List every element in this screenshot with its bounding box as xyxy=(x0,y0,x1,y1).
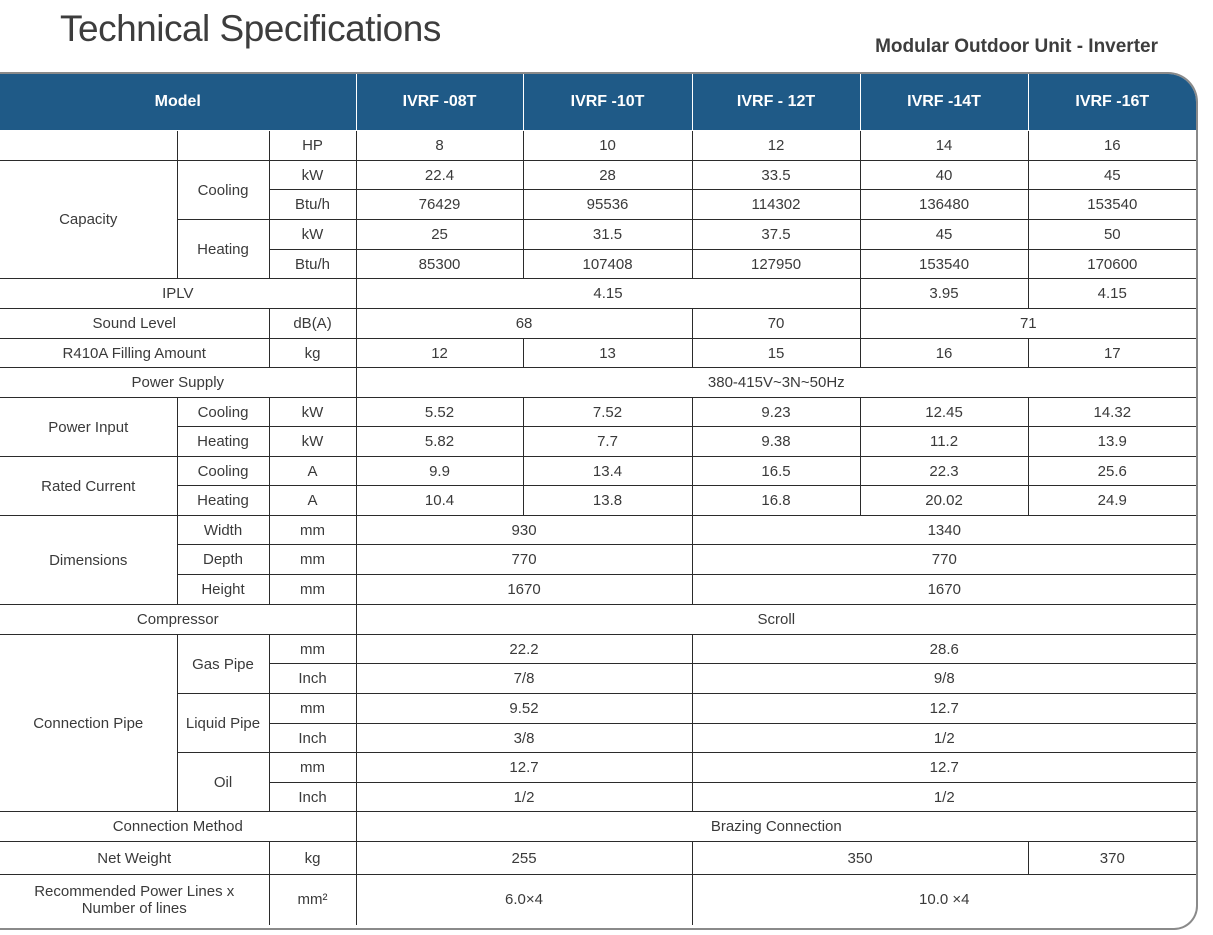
value-cell: 770 xyxy=(692,545,1196,575)
sub-label: Heating xyxy=(177,486,269,516)
value-cell: 12 xyxy=(692,131,860,161)
value-cell: 4.15 xyxy=(356,279,860,309)
table-row xyxy=(0,635,1196,664)
model-header-14t: IVRF -14T xyxy=(860,74,1028,131)
value-cell: 930 xyxy=(356,516,692,545)
value-cell: 153540 xyxy=(860,250,1028,279)
value-cell: 10.4 xyxy=(356,486,523,516)
value-cell: 14 xyxy=(860,131,1028,161)
table-row xyxy=(0,875,1196,925)
table-row xyxy=(0,486,1196,516)
value-cell: 22.4 xyxy=(356,161,523,190)
unit-cell: A xyxy=(269,457,356,486)
row-label: Power Supply xyxy=(0,368,356,398)
value-cell: 70 xyxy=(692,309,860,339)
spec-table-frame xyxy=(0,72,1198,930)
value-cell: 14.32 xyxy=(1028,398,1196,427)
value-cell: Brazing Connection xyxy=(356,812,1196,842)
row-label: Connection Pipe xyxy=(0,635,177,812)
value-cell: 127950 xyxy=(692,250,860,279)
model-header-08t: IVRF -08T xyxy=(356,74,523,131)
row-label: Recommended Power Lines x Number of lines xyxy=(0,875,269,925)
page-title: Technical Specifications xyxy=(60,8,441,49)
table-row xyxy=(0,339,1196,368)
row-label: Rated Current xyxy=(0,457,177,516)
table-row xyxy=(0,131,1196,161)
value-cell: 68 xyxy=(356,309,692,339)
sub-label: Heating xyxy=(177,427,269,457)
value-cell: 25 xyxy=(356,220,523,250)
value-cell: 1340 xyxy=(692,516,1196,545)
value-cell: 12.7 xyxy=(692,694,1196,724)
value-cell: 13.4 xyxy=(523,457,692,486)
sub-label: Heating xyxy=(177,220,269,279)
row-label: IPLV xyxy=(0,279,356,309)
value-cell: 15 xyxy=(692,339,860,368)
value-cell: 12.7 xyxy=(692,753,1196,783)
empty-cell xyxy=(0,131,177,161)
value-cell: 350 xyxy=(692,842,1028,875)
value-cell: 95536 xyxy=(523,190,692,220)
value-cell: 20.02 xyxy=(860,486,1028,516)
table-row xyxy=(0,279,1196,309)
unit-cell: kW xyxy=(269,161,356,190)
table-row xyxy=(0,398,1196,427)
unit-cell: kW xyxy=(269,427,356,457)
empty-cell xyxy=(177,131,269,161)
value-cell: 9/8 xyxy=(692,664,1196,694)
value-cell: 45 xyxy=(1028,161,1196,190)
value-cell: 12 xyxy=(356,339,523,368)
unit-cell: Inch xyxy=(269,783,356,812)
value-cell: 6.0×4 xyxy=(356,875,692,925)
row-label: Sound Level xyxy=(0,309,269,339)
value-cell: 3.95 xyxy=(860,279,1028,309)
table-row xyxy=(0,605,1196,635)
value-cell: 7.7 xyxy=(523,427,692,457)
value-cell: 12.7 xyxy=(356,753,692,783)
value-cell: 9.9 xyxy=(356,457,523,486)
value-cell: 16 xyxy=(860,339,1028,368)
table-row xyxy=(0,516,1196,545)
sub-label: Height xyxy=(177,575,269,605)
table-row xyxy=(0,220,1196,250)
unit-cell: Inch xyxy=(269,724,356,753)
row-label: Net Weight xyxy=(0,842,269,875)
value-cell: 40 xyxy=(860,161,1028,190)
sub-label: Oil xyxy=(177,753,269,812)
sub-label: Cooling xyxy=(177,457,269,486)
unit-cell: kW xyxy=(269,398,356,427)
value-cell: 85300 xyxy=(356,250,523,279)
table-row xyxy=(0,427,1196,457)
value-cell: 71 xyxy=(860,309,1196,339)
unit-cell: mm xyxy=(269,753,356,783)
sub-label: Cooling xyxy=(177,398,269,427)
value-cell: 7/8 xyxy=(356,664,692,694)
value-cell: 170600 xyxy=(1028,250,1196,279)
sub-label: Gas Pipe xyxy=(177,635,269,694)
value-cell: 9.52 xyxy=(356,694,692,724)
table-row xyxy=(0,694,1196,724)
table-row xyxy=(0,753,1196,783)
sub-label: Liquid Pipe xyxy=(177,694,269,753)
value-cell: 37.5 xyxy=(692,220,860,250)
value-cell: 28.6 xyxy=(692,635,1196,664)
value-cell: 16.5 xyxy=(692,457,860,486)
value-cell: 1/2 xyxy=(356,783,692,812)
value-cell: 7.52 xyxy=(523,398,692,427)
value-cell: 13 xyxy=(523,339,692,368)
model-header-16t: IVRF -16T xyxy=(1028,74,1196,131)
row-label: Connection Method xyxy=(0,812,356,842)
value-cell: 17 xyxy=(1028,339,1196,368)
value-cell: 22.3 xyxy=(860,457,1028,486)
value-cell: 45 xyxy=(860,220,1028,250)
model-header-10t: IVRF -10T xyxy=(523,74,692,131)
value-cell: 1670 xyxy=(692,575,1196,605)
value-cell: 1670 xyxy=(356,575,692,605)
row-label: Dimensions xyxy=(0,516,177,605)
spec-table xyxy=(0,74,1196,925)
value-cell: 13.9 xyxy=(1028,427,1196,457)
unit-cell: kW xyxy=(269,220,356,250)
value-cell: Scroll xyxy=(356,605,1196,635)
value-cell: 5.52 xyxy=(356,398,523,427)
value-cell: 153540 xyxy=(1028,190,1196,220)
unit-cell: A xyxy=(269,486,356,516)
value-cell: 107408 xyxy=(523,250,692,279)
value-cell: 12.45 xyxy=(860,398,1028,427)
value-cell: 1/2 xyxy=(692,783,1196,812)
table-row xyxy=(0,161,1196,190)
value-cell: 3/8 xyxy=(356,724,692,753)
table-header-row xyxy=(0,74,1196,131)
row-label: Compressor xyxy=(0,605,356,635)
row-label: Capacity xyxy=(0,161,177,279)
unit-cell: kg xyxy=(269,339,356,368)
value-cell: 33.5 xyxy=(692,161,860,190)
table-row xyxy=(0,575,1196,605)
table-row xyxy=(0,368,1196,398)
value-cell: 9.38 xyxy=(692,427,860,457)
value-cell: 76429 xyxy=(356,190,523,220)
value-cell: 770 xyxy=(356,545,692,575)
value-cell: 370 xyxy=(1028,842,1196,875)
page-subtitle: Modular Outdoor Unit - Inverter xyxy=(875,36,1158,57)
sub-label: Cooling xyxy=(177,161,269,220)
value-cell: 136480 xyxy=(860,190,1028,220)
sub-label: Depth xyxy=(177,545,269,575)
unit-cell: mm xyxy=(269,575,356,605)
table-row xyxy=(0,457,1196,486)
value-cell: 16 xyxy=(1028,131,1196,161)
value-cell: 10 xyxy=(523,131,692,161)
value-cell: 16.8 xyxy=(692,486,860,516)
unit-cell: mm xyxy=(269,635,356,664)
table-row xyxy=(0,309,1196,339)
unit-cell: Btu/h xyxy=(269,190,356,220)
unit-cell: dB(A) xyxy=(269,309,356,339)
value-cell: 4.15 xyxy=(1028,279,1196,309)
table-row xyxy=(0,842,1196,875)
table-row xyxy=(0,545,1196,575)
unit-cell: mm² xyxy=(269,875,356,925)
value-cell: 9.23 xyxy=(692,398,860,427)
table-row xyxy=(0,812,1196,842)
value-cell: 255 xyxy=(356,842,692,875)
sub-label: Width xyxy=(177,516,269,545)
unit-cell: Inch xyxy=(269,664,356,694)
unit-cell: mm xyxy=(269,516,356,545)
value-cell: 10.0 ×4 xyxy=(692,875,1196,925)
value-cell: 13.8 xyxy=(523,486,692,516)
model-header: Model xyxy=(0,74,356,131)
value-cell: 28 xyxy=(523,161,692,190)
unit-cell: Btu/h xyxy=(269,250,356,279)
value-cell: 11.2 xyxy=(860,427,1028,457)
value-cell: 50 xyxy=(1028,220,1196,250)
value-cell: 1/2 xyxy=(692,724,1196,753)
value-cell: 380-415V~3N~50Hz xyxy=(356,368,1196,398)
row-label: R410A Filling Amount xyxy=(0,339,269,368)
row-label: Power Input xyxy=(0,398,177,457)
value-cell: 8 xyxy=(356,131,523,161)
value-cell: 5.82 xyxy=(356,427,523,457)
value-cell: 31.5 xyxy=(523,220,692,250)
value-cell: 24.9 xyxy=(1028,486,1196,516)
model-header-12t: IVRF - 12T xyxy=(692,74,860,131)
value-cell: 114302 xyxy=(692,190,860,220)
value-cell: 22.2 xyxy=(356,635,692,664)
unit-cell: mm xyxy=(269,694,356,724)
value-cell: 25.6 xyxy=(1028,457,1196,486)
unit-cell: kg xyxy=(269,842,356,875)
unit-cell: HP xyxy=(269,131,356,161)
unit-cell: mm xyxy=(269,545,356,575)
